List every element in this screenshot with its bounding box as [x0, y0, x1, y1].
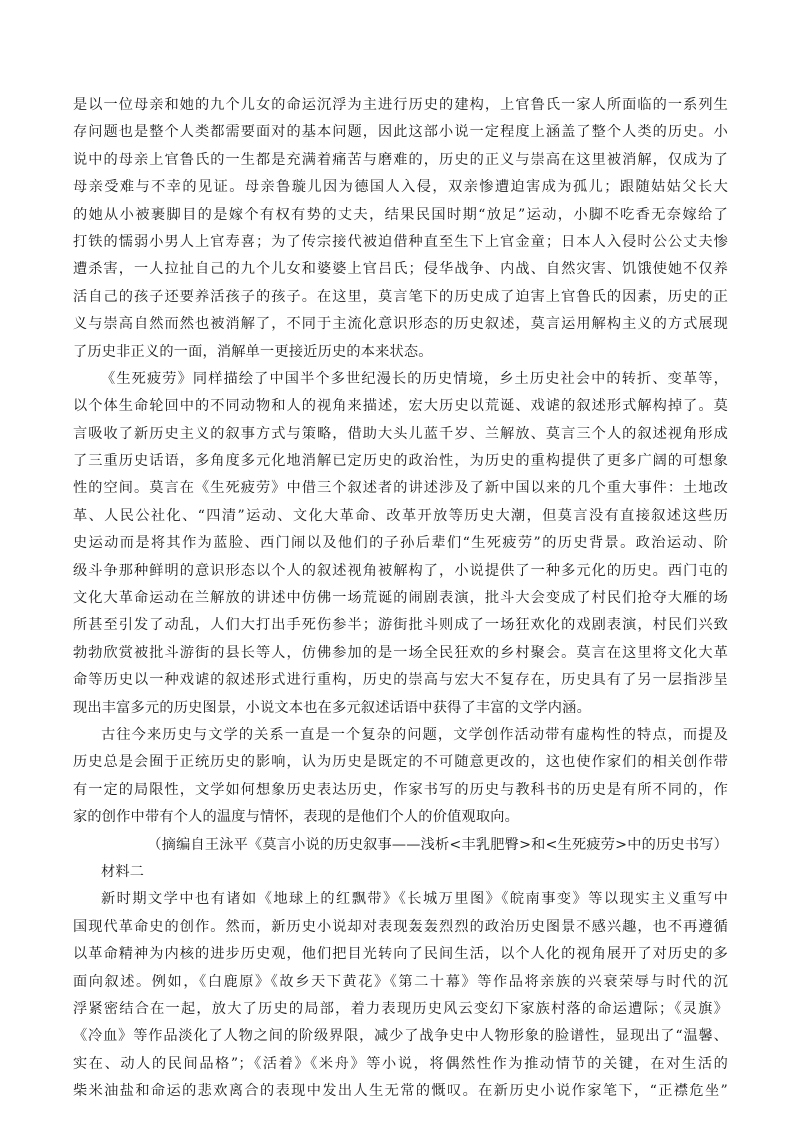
text-line: 《冷血》等作品淡化了人物之间的阶级界限，减少了战争史中人物形象的脸谱性，显现出了“温馨、	[73, 1028, 728, 1045]
text-line: 所甚至引发了动乱，人们大打出手死伤参半；游街批斗则成了一场狂欢化的戏剧表演，村民们兴致	[73, 617, 728, 634]
text-line: 历史总是会囿于正统历史的影响，认为历史是既定的不可随意更改的，这也使作家们的相关创作带	[73, 754, 728, 771]
text-line: 以个体生命轮回中的不同动物和人的视角来描述，宏大历史以荒诞、戏谑的叙述形式解构掉了。莫	[73, 398, 728, 415]
text-line: 遭杀害，一人拉扯自己的九个儿女和婆婆上官吕氏；侵华战争、内战、自然灾害、饥饿使她不仅养	[73, 261, 728, 278]
paragraph-first-line: 《生死疲劳》同样描绘了中国半个多世纪漫长的历史情境，乡土历史社会中的转折、变革等，	[101, 370, 728, 387]
text-line: 文化大革命运动在兰解放的讲述中仿佛一场荒诞的闹剧表演，批斗大会变成了村民们抢夺大雁的场	[73, 590, 728, 607]
text-line: 有一定的局限性，文学如何想象历史表达历史，作家书写的历史与教科书的历史是有所不同的，作	[73, 781, 728, 798]
text-line: 国现代革命史的创作。然而，新历史小说却对表现轰轰烈烈的政治历史图景不感兴趣，也不再遵循	[73, 918, 728, 935]
text-line: 是以一位母亲和她的九个儿女的命运沉浮为主进行历史的建构，上官鲁氏一家人所面临的一系列生	[73, 97, 728, 113]
text-line: 现出丰富多元的历史图景，小说文本也在多元叙述话语中获得了丰富的文学内涵。	[73, 699, 591, 716]
text-line: 以革命精神为内核的进步历史观，他们把目光转向了民间生活，以个人化的视角展开了对历史的多	[73, 946, 728, 963]
text-line: 面向叙述。例如，《白鹿原》《故乡天下黄花》《第二十幕》等作品将亲族的兴衰荣辱与时代的沉	[73, 973, 728, 990]
text-line: 家的创作中带有个人的温度与情怀，表现的是他们个人的价值观取向。	[73, 809, 520, 826]
text-line: 柴米油盐和命运的悲欢离合的表现中发出人生无常的慨叹。在新历史小说作家笔下，“正襟危坐”	[73, 1083, 728, 1100]
text-line: 的她从小被裹脚目的是嫁个有权有势的丈夫，结果民国时期“放足”运动，小脚不吃香无奈嫁给了	[73, 206, 728, 223]
text-line: 命等历史以一种戏谑的叙述形式进行重构，历史的崇高与宏大不复存在，历史具有了另一层指涉呈	[73, 672, 728, 689]
text-line: 革、人民公社化、“四清”运动、文化大革命、改革开放等历史大潮，但莫言没有直接叙述这些历	[73, 507, 728, 524]
text-line: 勃勃欣赏被批斗游街的县长等人，仿佛参加的是一场全民狂欢的乡村聚会。莫言在这里将文化大革	[73, 644, 728, 661]
text-line: 了三重历史话语，多角度多元化地消解已定历史的政治性，为历史的重构提供了更多广阔的可想象	[73, 453, 728, 470]
text-line: 义与崇高自然而然也被消解了，不同于主流化意识形态的历史叙述，莫言运用解构主义的方式展现	[73, 316, 728, 333]
text-line: 实在、动人的民间品格”；《活着》《米舟》等小说，将偶然性作为推动情节的关键，在对生活的	[73, 1055, 728, 1072]
text-line: 活自己的孩子还要养活孩子的孩子。在这里，莫言笔下的历史成了迫害上官鲁氏的因素，历史的正	[73, 288, 728, 305]
source-citation: （摘编自王泳平《莫言小说的历史叙事——浅析<丰乳肥臀>和<生死疲劳>中的历史书写）	[147, 836, 728, 853]
text-line: 打铁的懦弱小男人上官寿喜；为了传宗接代被迫借种直至生下上官金童；日本人入侵时公公丈夫惨	[73, 233, 728, 250]
section-heading: 材料二	[101, 863, 145, 880]
text-line: 母亲受难与不幸的见证。母亲鲁璇儿因为德国人入侵，双亲惨遭迫害成为孤儿；跟随姑姑父长大	[73, 179, 728, 196]
paragraph-first-line: 古往今来历史与文学的关系一直是一个复杂的问题，文学创作活动带有虚构性的特点，而提及	[101, 726, 728, 743]
text-line: 言吸收了新历史主义的叙事方式与策略，借助大头儿蓝千岁、兰解放、莫言三个人的叙述视角形成	[73, 425, 728, 442]
text-line: 性的空间。莫言在《生死疲劳》中借三个叙述者的讲述涉及了新中国以来的几个重大事件：土地改	[73, 480, 728, 497]
text-line: 浮紧密结合在一起，放大了历史的局部，着力表现历史风云变幻下家族村落的命运遭际；《灵旗》	[73, 1000, 728, 1017]
paragraph-first-line: 新时期文学中也有诸如《地球上的红飘带》《长城万里图》《皖南事变》等以现实主义重写中	[101, 891, 728, 908]
text-line: 了历史非正义的一面，消解单一更接近历史的本来状态。	[73, 343, 433, 360]
text-line: 存问题也是整个人类都需要面对的基本问题，因此这部小说一定程度上涵盖了整个人类的历史。小	[73, 124, 728, 141]
text-line: 说中的母亲上官鲁氏的一生都是充满着痛苦与磨难的，历史的正义与崇高在这里被消解，仅成为了	[73, 151, 728, 168]
text-line: 史运动而是将其作为蓝脸、西门闹以及他们的子孙后辈们“生死疲劳”的历史背景。政治运动、阶	[73, 535, 728, 552]
document-page	[73, 92, 728, 1105]
text-line: 级斗争那种鲜明的意识形态以个人的叙述视角被解构了，小说提供了一种多元化的历史。西门屯的	[73, 562, 728, 579]
